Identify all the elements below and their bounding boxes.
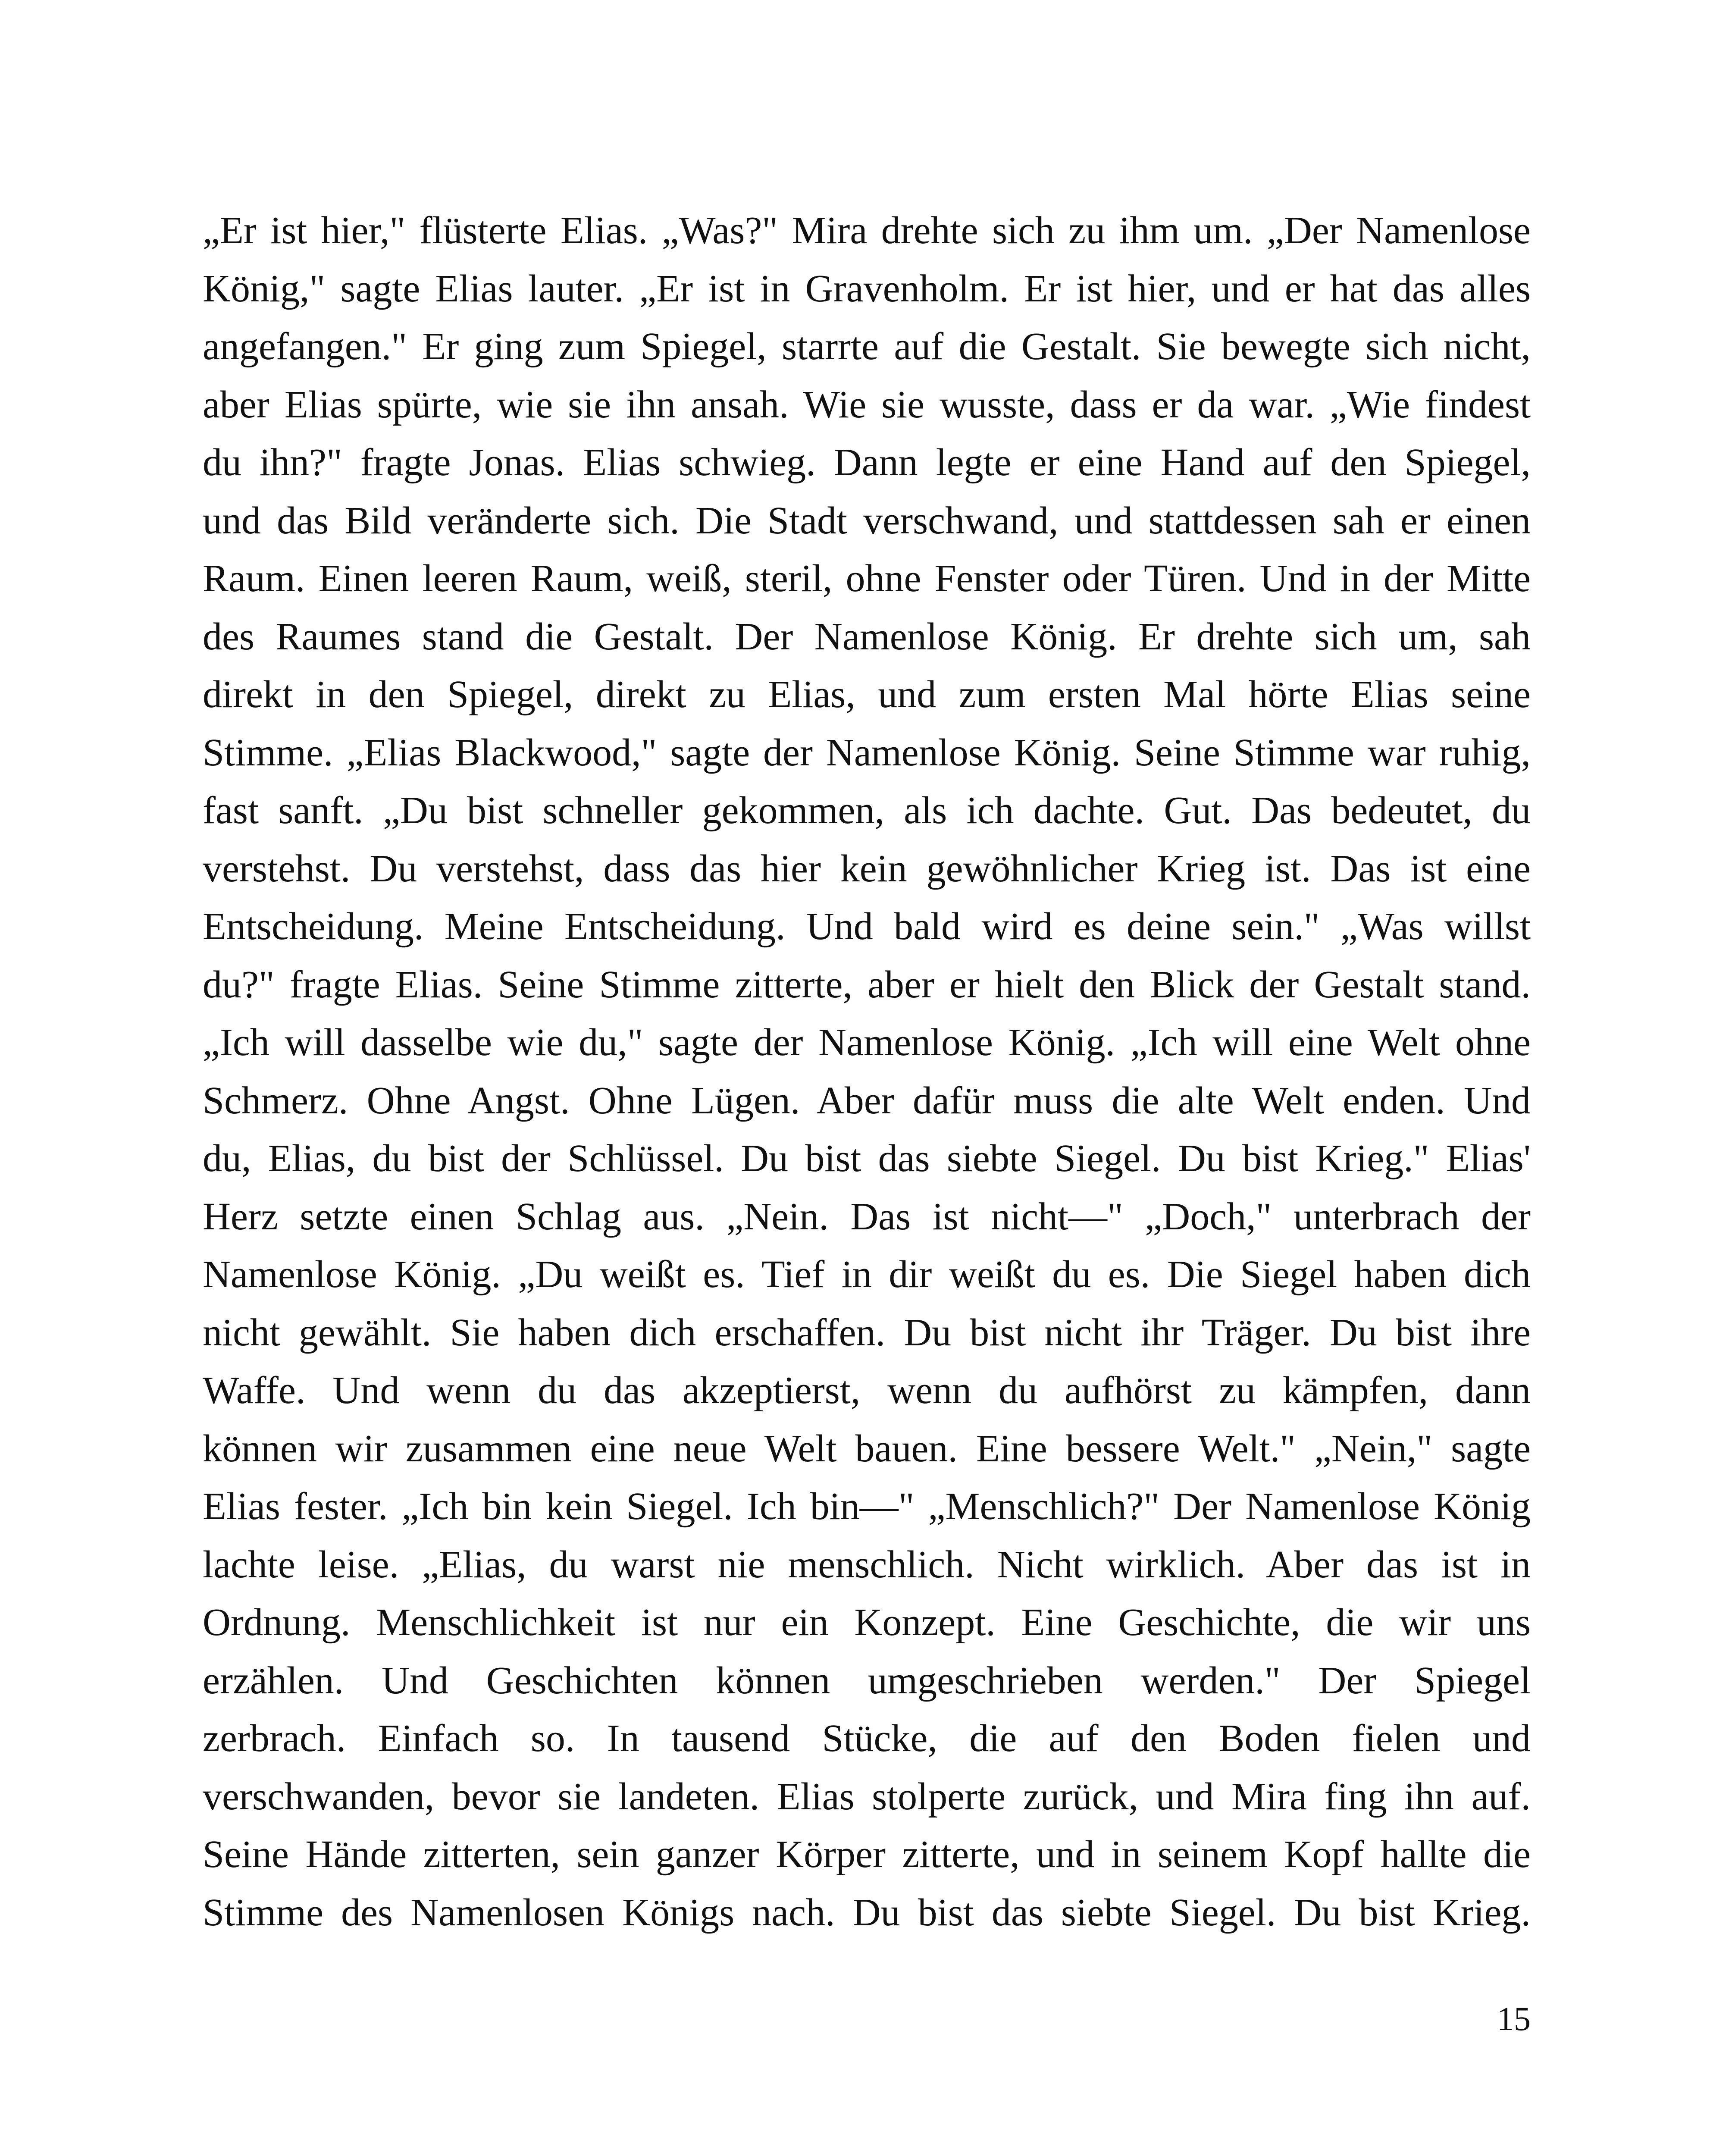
text-line: fast sanft. „Du bist schneller gekommen, als ich dachte. Gut. Das bedeutet, du — [203, 789, 1531, 832]
text-line: Elias fester. „Ich bin kein Siegel. Ich bin—" „Menschlich?" Der Namenlose König — [203, 1485, 1531, 1528]
text-line: Raum. Einen leeren Raum, weiß, steril, ohne Fenster oder Türen. Und in der Mitte — [203, 557, 1531, 600]
body-text — [203, 202, 1531, 1942]
text-line: erzählen. Und Geschichten können umgeschrieben werden." Der Spiegel — [203, 1659, 1531, 1702]
text-line: Waffe. Und wenn du das akzeptierst, wenn du aufhörst zu kämpfen, dann — [203, 1369, 1531, 1412]
text-line: verschwanden, bevor sie landeten. Elias stolperte zurück, und Mira fing ihn auf. — [203, 1775, 1531, 1818]
text-line: du ihn?" fragte Jonas. Elias schwieg. Dann legte er eine Hand auf den Spiegel, — [203, 441, 1531, 484]
text-line: „Ich will dasselbe wie du," sagte der Namenlose König. „Ich will eine Welt ohne — [203, 1021, 1531, 1064]
text-line: zerbrach. Einfach so. In tausend Stücke, die auf den Boden fielen und — [203, 1717, 1531, 1760]
text-line: können wir zusammen eine neue Welt bauen. Eine bessere Welt." „Nein," sagte — [203, 1427, 1531, 1470]
text-line: du?" fragte Elias. Seine Stimme zitterte, aber er hielt den Blick der Gestalt stand. — [203, 963, 1531, 1006]
text-line: Stimme des Namenlosen Königs nach. Du bist das siebte Siegel. Du bist Krieg. — [203, 1891, 1531, 1934]
text-line: König," sagte Elias lauter. „Er ist in Gravenholm. Er ist hier, und er hat das alles — [203, 267, 1531, 310]
text-line: angefangen." Er ging zum Spiegel, starrte auf die Gestalt. Sie bewegte sich nicht, — [203, 325, 1531, 368]
text-line: du, Elias, du bist der Schlüssel. Du bist das siebte Siegel. Du bist Krieg." Elias' — [203, 1137, 1531, 1180]
text-line: Seine Hände zitterten, sein ganzer Körper zitterte, und in seinem Kopf hallte die — [203, 1833, 1531, 1876]
text-line: verstehst. Du verstehst, dass das hier kein gewöhnlicher Krieg ist. Das ist eine — [203, 847, 1531, 890]
text-line: direkt in den Spiegel, direkt zu Elias, und zum ersten Mal hörte Elias seine — [203, 673, 1531, 716]
text-line: Namenlose König. „Du weißt es. Tief in dir weißt du es. Die Siegel haben dich — [203, 1253, 1531, 1296]
text-line: aber Elias spürte, wie sie ihn ansah. Wie sie wusste, dass er da war. „Wie findest — [203, 383, 1531, 426]
text-line: Stimme. „Elias Blackwood," sagte der Namenlose König. Seine Stimme war ruhig, — [203, 731, 1531, 774]
text-line: nicht gewählt. Sie haben dich erschaffen. Du bist nicht ihr Träger. Du bist ihre — [203, 1311, 1531, 1354]
text-line: lachte leise. „Elias, du warst nie menschlich. Nicht wirklich. Aber das ist in — [203, 1543, 1531, 1586]
text-line: Herz setzte einen Schlag aus. „Nein. Das ist nicht—" „Doch," unterbrach der — [203, 1195, 1531, 1238]
text-line: Entscheidung. Meine Entscheidung. Und bald wird es deine sein." „Was willst — [203, 905, 1531, 948]
text-line: des Raumes stand die Gestalt. Der Namenlose König. Er drehte sich um, sah — [203, 615, 1531, 658]
text-line: und das Bild veränderte sich. Die Stadt verschwand, und stattdessen sah er einen — [203, 499, 1531, 542]
text-line: Ordnung. Menschlichkeit ist nur ein Konzept. Eine Geschichte, die wir uns — [203, 1601, 1531, 1644]
text-line: „Er ist hier," flüsterte Elias. „Was?" Mira drehte sich zu ihm um. „Der Namenlose — [203, 209, 1531, 252]
page-number: 15 — [1497, 2000, 1531, 2037]
text-line: Schmerz. Ohne Angst. Ohne Lügen. Aber dafür muss die alte Welt enden. Und — [203, 1079, 1531, 1122]
